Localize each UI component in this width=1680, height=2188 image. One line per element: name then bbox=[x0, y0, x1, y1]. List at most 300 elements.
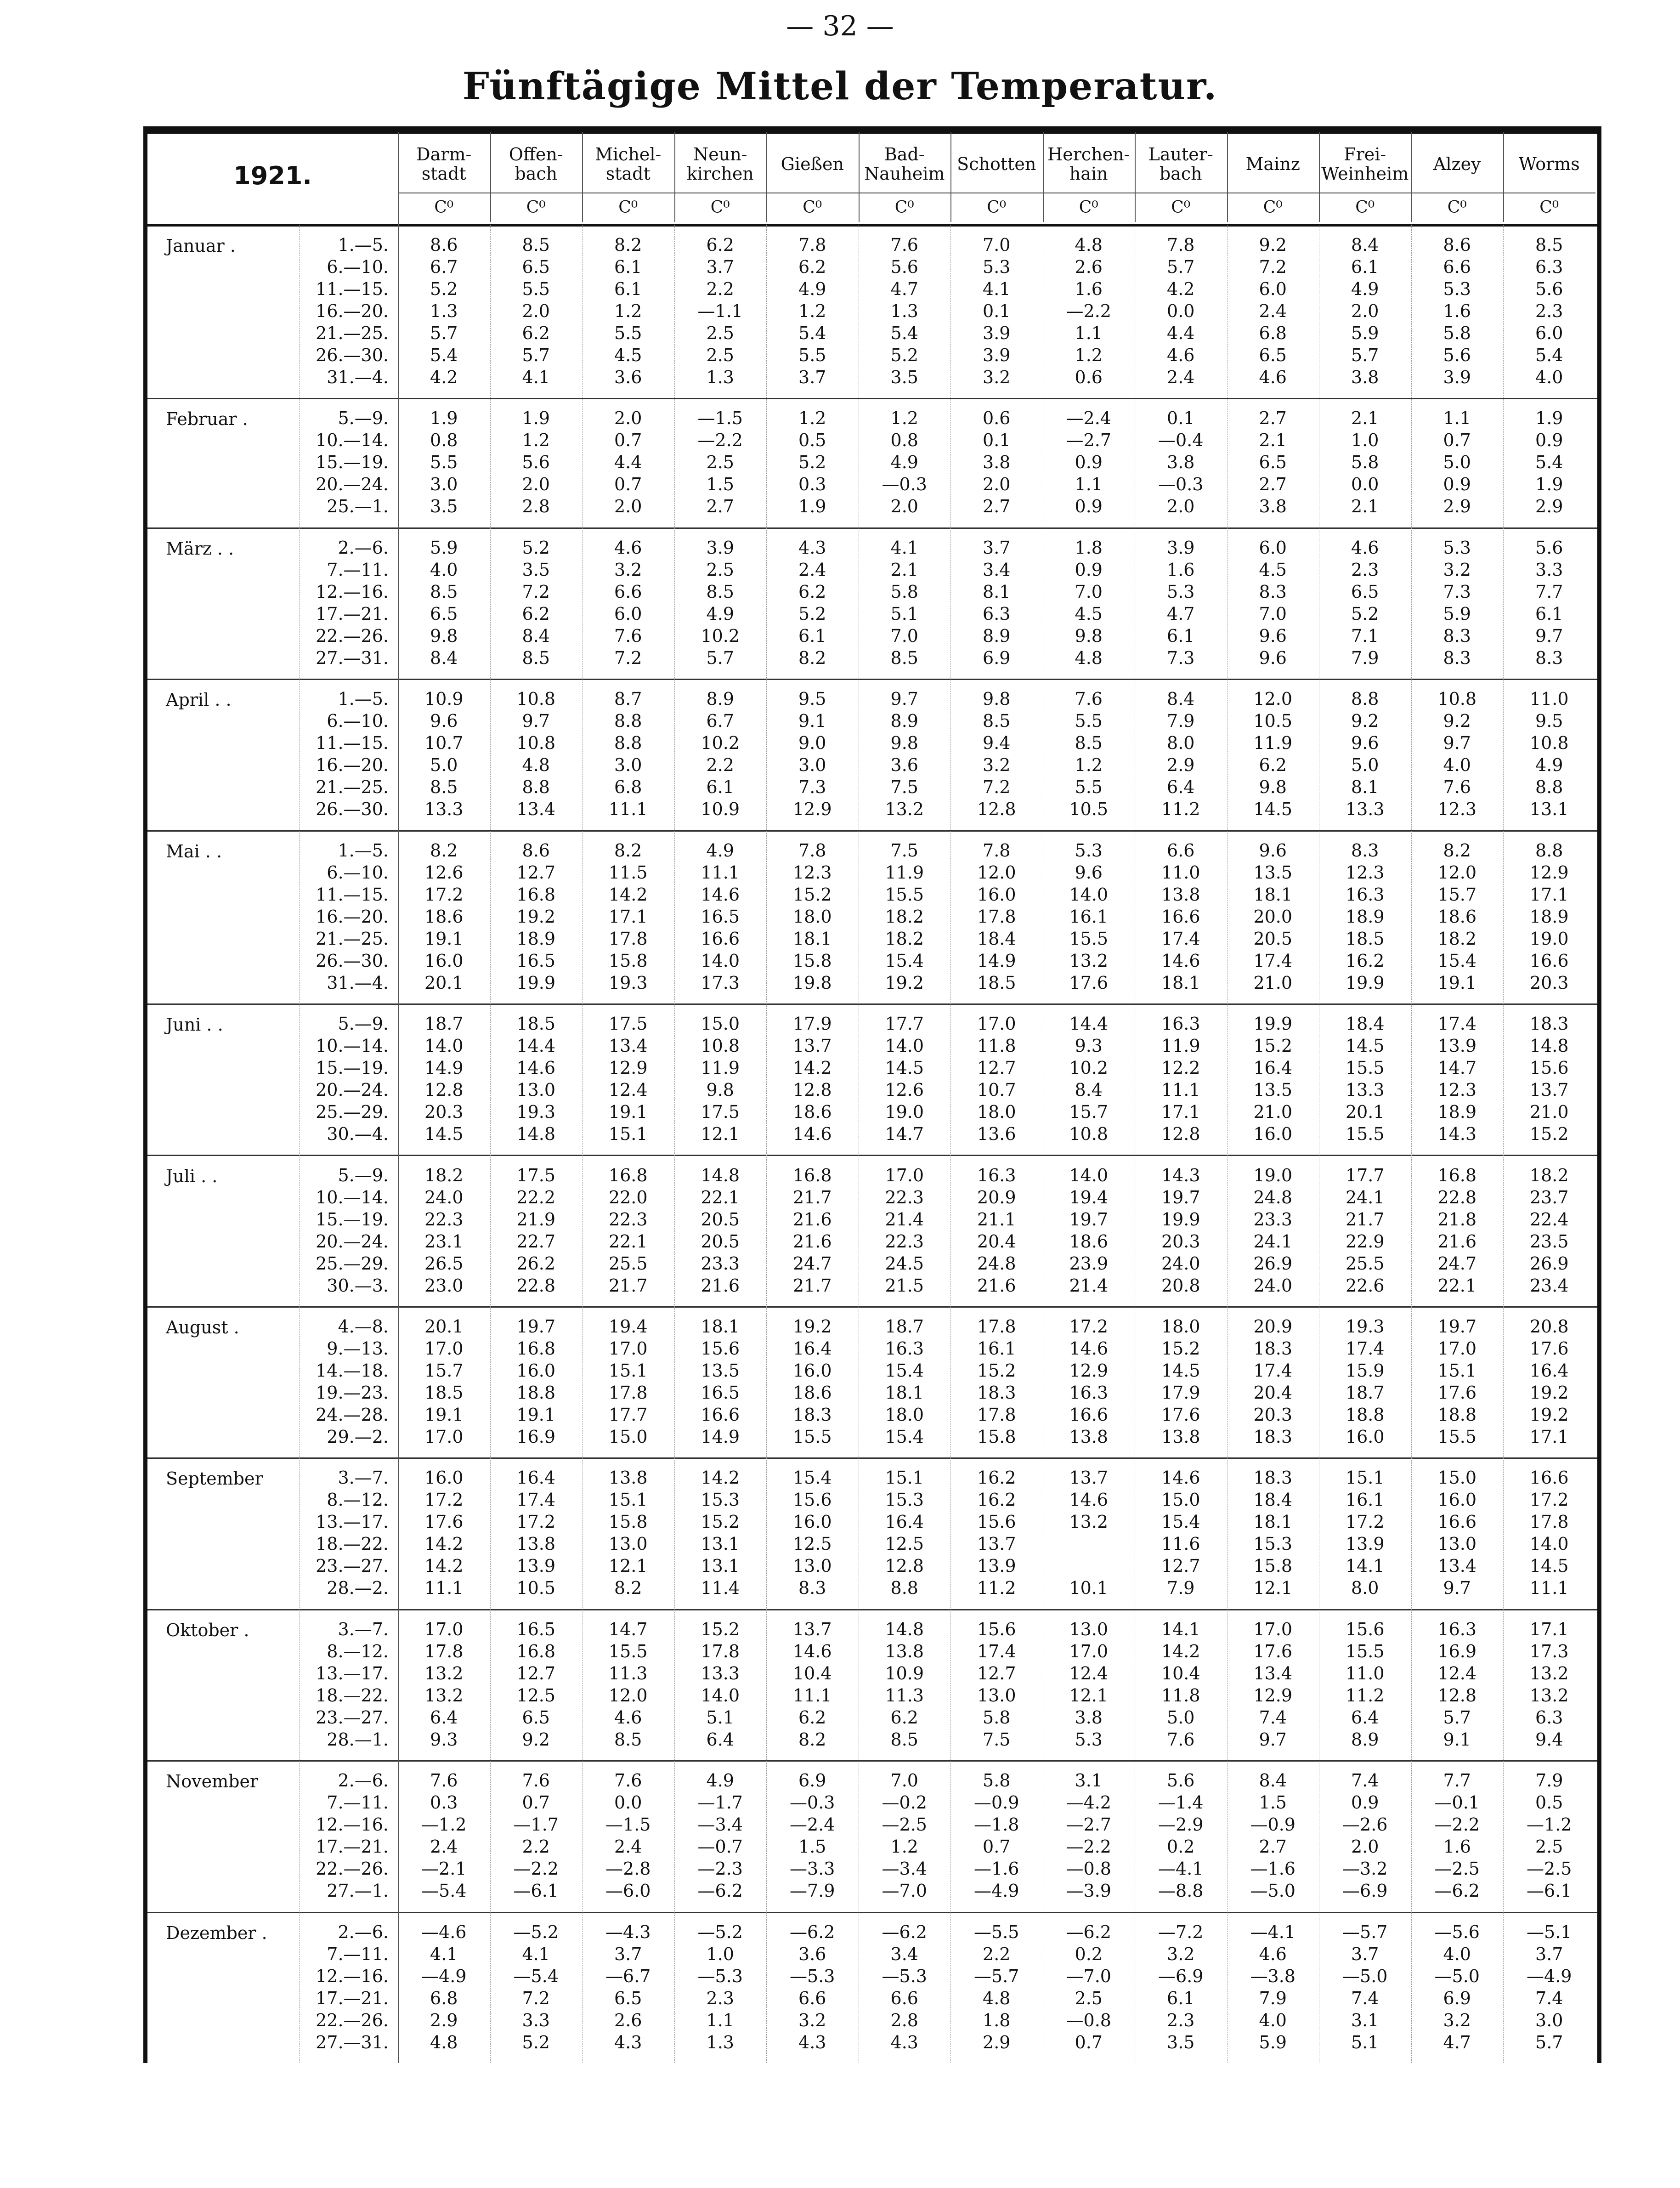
temperature-cell: 19.0 bbox=[1253, 1165, 1293, 1185]
temperature-cell: 4.6 bbox=[614, 537, 642, 558]
temperature-cell: 15.6 bbox=[1529, 1058, 1569, 1078]
temperature-cell: 18.6 bbox=[1437, 906, 1477, 927]
temperature-cell: 10.8 bbox=[516, 689, 556, 709]
month-block bbox=[147, 1306, 1597, 1459]
temperature-cell: 4.0 bbox=[1259, 2010, 1287, 2030]
temperature-cell: —2.2 bbox=[1434, 1814, 1480, 1835]
temperature-cell: 4.1 bbox=[522, 1944, 550, 1964]
table-row bbox=[147, 732, 1597, 754]
temperature-cell: 18.3 bbox=[1253, 1426, 1293, 1447]
temperature-cell: 16.5 bbox=[516, 950, 556, 971]
temperature-cell: 6.1 bbox=[706, 777, 734, 798]
temperature-cell: 6.3 bbox=[1535, 1707, 1563, 1728]
temperature-cell: 6.5 bbox=[1351, 581, 1379, 602]
temperature-cell: 16.3 bbox=[1161, 1014, 1200, 1034]
temperature-cell: 4.6 bbox=[1167, 345, 1195, 365]
temperature-cell: 5.2 bbox=[798, 603, 826, 624]
temperature-cell: 22.9 bbox=[1345, 1231, 1385, 1252]
temperature-cell: 19.7 bbox=[1437, 1316, 1477, 1337]
temperature-cell: 18.3 bbox=[792, 1404, 832, 1425]
temperature-cell: 17.4 bbox=[1437, 1014, 1477, 1034]
period-cell: 17.—21. bbox=[316, 1988, 389, 2008]
temperature-cell: 3.0 bbox=[798, 755, 826, 776]
temperature-cell: 1.6 bbox=[1167, 559, 1195, 580]
temperature-cell: 20.3 bbox=[1529, 972, 1569, 993]
temperature-cell: 11.2 bbox=[1161, 799, 1200, 820]
temperature-cell: 9.5 bbox=[1535, 711, 1563, 731]
table-row bbox=[147, 884, 1597, 906]
temperature-cell: 3.8 bbox=[1351, 367, 1379, 387]
temperature-cell: 18.5 bbox=[977, 972, 1016, 993]
temperature-cell: 3.8 bbox=[983, 452, 1011, 473]
temperature-cell: 5.5 bbox=[798, 345, 826, 365]
temperature-cell: 13.2 bbox=[1529, 1685, 1569, 1706]
temperature-cell: 11.3 bbox=[608, 1663, 648, 1684]
temperature-cell: 3.2 bbox=[1443, 2010, 1471, 2030]
temperature-cell: 13.8 bbox=[516, 1534, 556, 1554]
temperature-cell: 6.6 bbox=[1167, 840, 1195, 861]
temperature-cell: 11.0 bbox=[1529, 689, 1569, 709]
table-row bbox=[147, 1511, 1597, 1533]
temperature-cell: 8.2 bbox=[430, 840, 458, 861]
period-cell: 17.—21. bbox=[316, 603, 389, 624]
temperature-cell: 21.7 bbox=[792, 1187, 832, 1207]
temperature-cell: 3.9 bbox=[983, 323, 1011, 343]
period-cell: 29.—2. bbox=[327, 1426, 389, 1447]
table-row bbox=[147, 1101, 1597, 1123]
temperature-cell: 16.3 bbox=[885, 1338, 924, 1359]
temperature-cell: 12.8 bbox=[1161, 1124, 1200, 1145]
period-cell: 18.—22. bbox=[316, 1534, 389, 1554]
temperature-cell: 15.5 bbox=[885, 884, 924, 905]
temperature-cell: 4.6 bbox=[1259, 367, 1287, 387]
temperature-cell: 7.2 bbox=[522, 581, 550, 602]
temperature-cell: 5.7 bbox=[706, 647, 734, 668]
temperature-cell: 15.3 bbox=[1253, 1534, 1293, 1554]
temperature-cell: 6.6 bbox=[798, 1988, 826, 2008]
period-cell: 24.—28. bbox=[316, 1404, 389, 1425]
temperature-cell: 8.2 bbox=[798, 647, 826, 668]
temperature-cell: 19.9 bbox=[1161, 1209, 1200, 1230]
temperature-cell: 16.8 bbox=[792, 1165, 832, 1185]
temperature-cell: 2.2 bbox=[706, 755, 734, 776]
table-row bbox=[147, 537, 1597, 559]
temperature-cell: 6.9 bbox=[1443, 1988, 1471, 2008]
temperature-cell: 19.9 bbox=[1345, 972, 1385, 993]
temperature-cell: —5.3 bbox=[790, 1966, 835, 1986]
temperature-cell: 12.1 bbox=[1069, 1685, 1109, 1706]
station-header bbox=[766, 134, 859, 224]
year-label: 1921. bbox=[233, 161, 312, 190]
temperature-cell: —6.0 bbox=[605, 1881, 651, 1901]
period-cell: 16.—20. bbox=[316, 755, 389, 776]
month-name: Juni . . bbox=[166, 1015, 223, 1035]
temperature-cell: 6.0 bbox=[1535, 323, 1563, 343]
temperature-cell: 6.0 bbox=[614, 603, 642, 624]
temperature-cell: 3.5 bbox=[522, 559, 550, 580]
period-cell: 26.—30. bbox=[316, 345, 389, 365]
temperature-cell: —4.9 bbox=[421, 1966, 467, 1986]
unit-label: C⁰ bbox=[894, 198, 914, 217]
temperature-cell: 3.6 bbox=[798, 1944, 826, 1964]
temperature-cell: 22.1 bbox=[701, 1187, 740, 1207]
month-name: November bbox=[166, 1771, 259, 1792]
temperature-cell: 6.6 bbox=[614, 581, 642, 602]
temperature-cell: 15.8 bbox=[977, 1426, 1016, 1447]
temperature-cell: 15.5 bbox=[1069, 928, 1109, 949]
station-header bbox=[1503, 134, 1595, 224]
temperature-cell: 5.9 bbox=[430, 537, 458, 558]
temperature-cell: —0.2 bbox=[882, 1792, 927, 1813]
period-cell: 31.—4. bbox=[327, 367, 389, 387]
temperature-cell: 3.0 bbox=[430, 474, 458, 495]
temperature-cell: 2.0 bbox=[522, 474, 550, 495]
period-cell: 10.—14. bbox=[316, 1187, 389, 1207]
temperature-cell: 13.0 bbox=[1069, 1619, 1109, 1639]
month-name: März . . bbox=[166, 538, 234, 559]
temperature-cell: 13.0 bbox=[792, 1556, 832, 1576]
temperature-cell: 15.6 bbox=[977, 1512, 1016, 1532]
station-name: Frei- Weinheim bbox=[1321, 144, 1409, 184]
period-cell: 22.—26. bbox=[316, 625, 389, 646]
temperature-cell: 19.4 bbox=[608, 1316, 648, 1337]
temperature-cell: 8.3 bbox=[1259, 581, 1287, 602]
temperature-cell: 15.4 bbox=[885, 1426, 924, 1447]
temperature-cell: 14.2 bbox=[424, 1534, 464, 1554]
temperature-cell: 2.1 bbox=[1259, 430, 1287, 451]
temperature-cell: 5.0 bbox=[430, 755, 458, 776]
temperature-cell: 18.6 bbox=[424, 906, 464, 927]
temperature-cell: —2.7 bbox=[1066, 430, 1111, 451]
temperature-cell: 4.7 bbox=[1167, 603, 1195, 624]
temperature-table bbox=[143, 126, 1601, 2063]
period-cell: 2.—6. bbox=[338, 537, 389, 558]
temperature-cell: 21.6 bbox=[1437, 1231, 1477, 1252]
temperature-cell: 4.8 bbox=[430, 2032, 458, 2052]
temperature-cell: 18.8 bbox=[1345, 1404, 1385, 1425]
table-row bbox=[147, 344, 1597, 366]
temperature-cell: 5.5 bbox=[522, 279, 550, 299]
period-cell: 15.—19. bbox=[316, 1209, 389, 1230]
temperature-cell: 15.3 bbox=[885, 1490, 924, 1510]
temperature-cell: 9.8 bbox=[1259, 777, 1287, 798]
temperature-cell: 0.0 bbox=[614, 1792, 642, 1813]
temperature-cell: 2.0 bbox=[1351, 301, 1379, 321]
temperature-cell: 18.7 bbox=[1345, 1382, 1385, 1403]
temperature-cell: 5.7 bbox=[522, 345, 550, 365]
temperature-cell: 14.0 bbox=[424, 1036, 464, 1056]
temperature-cell: 5.9 bbox=[1259, 2032, 1287, 2052]
temperature-cell: 16.6 bbox=[1069, 1404, 1109, 1425]
temperature-cell: 10.4 bbox=[792, 1663, 832, 1684]
temperature-cell: 18.9 bbox=[1529, 906, 1569, 927]
temperature-cell: 2.2 bbox=[983, 1944, 1011, 1964]
temperature-cell: 6.4 bbox=[1167, 777, 1195, 798]
temperature-cell: 7.9 bbox=[1167, 711, 1195, 731]
temperature-cell: 15.2 bbox=[701, 1512, 740, 1532]
temperature-cell: 8.5 bbox=[614, 1729, 642, 1750]
temperature-cell: 6.2 bbox=[522, 603, 550, 624]
temperature-cell: 23.3 bbox=[701, 1253, 740, 1274]
column-divider bbox=[299, 225, 300, 2063]
period-cell: 8.—12. bbox=[327, 1490, 389, 1510]
temperature-cell: 15.1 bbox=[608, 1360, 648, 1381]
temperature-cell: 5.6 bbox=[1443, 345, 1471, 365]
temperature-cell: 5.3 bbox=[1075, 840, 1103, 861]
temperature-cell: 15.1 bbox=[608, 1490, 648, 1510]
temperature-cell: 13.2 bbox=[1529, 1663, 1569, 1684]
temperature-cell: 15.7 bbox=[1069, 1102, 1109, 1122]
temperature-cell: 1.2 bbox=[1075, 345, 1103, 365]
table-row bbox=[147, 559, 1597, 581]
temperature-cell: 4.1 bbox=[522, 367, 550, 387]
temperature-cell: 18.4 bbox=[977, 928, 1016, 949]
temperature-cell: 11.1 bbox=[701, 862, 740, 883]
temperature-cell: 5.6 bbox=[1535, 537, 1563, 558]
table-row bbox=[147, 581, 1597, 603]
table-row bbox=[147, 234, 1597, 256]
temperature-cell: 2.4 bbox=[1167, 367, 1195, 387]
temperature-cell: 8.2 bbox=[614, 235, 642, 255]
temperature-cell: 6.2 bbox=[890, 1707, 918, 1728]
temperature-cell: 11.1 bbox=[424, 1578, 464, 1598]
temperature-cell: 0.1 bbox=[983, 430, 1011, 451]
table-row bbox=[147, 906, 1597, 928]
temperature-cell: 14.9 bbox=[701, 1426, 740, 1447]
temperature-cell: 1.2 bbox=[890, 1837, 918, 1857]
temperature-cell: 17.0 bbox=[424, 1619, 464, 1639]
temperature-cell: 12.6 bbox=[424, 862, 464, 883]
temperature-cell: 3.5 bbox=[1167, 2032, 1195, 2052]
temperature-cell: 18.3 bbox=[1529, 1014, 1569, 1034]
temperature-cell: 11.8 bbox=[977, 1036, 1016, 1056]
temperature-cell: 21.1 bbox=[977, 1209, 1016, 1230]
period-cell: 20.—24. bbox=[316, 1080, 389, 1100]
table-row bbox=[147, 1164, 1597, 1186]
temperature-cell: 5.5 bbox=[614, 323, 642, 343]
temperature-cell: 24.7 bbox=[1437, 1253, 1477, 1274]
temperature-cell: 13.4 bbox=[516, 799, 556, 820]
temperature-cell: 9.5 bbox=[798, 689, 826, 709]
table-row bbox=[147, 1684, 1597, 1706]
temperature-cell: 1.5 bbox=[1259, 1792, 1287, 1813]
station-header bbox=[1227, 134, 1319, 224]
station-header bbox=[859, 134, 951, 224]
temperature-cell: 6.2 bbox=[1259, 755, 1287, 776]
temperature-cell: 20.3 bbox=[1253, 1404, 1293, 1425]
temperature-cell: 23.5 bbox=[1529, 1231, 1569, 1252]
column-divider bbox=[950, 225, 951, 2063]
temperature-cell: 7.8 bbox=[983, 840, 1011, 861]
temperature-cell: 4.2 bbox=[1167, 279, 1195, 299]
table-row bbox=[147, 776, 1597, 798]
temperature-cell: 13.4 bbox=[608, 1036, 648, 1056]
temperature-cell: 19.4 bbox=[1069, 1187, 1109, 1207]
table-row bbox=[147, 366, 1597, 388]
temperature-cell: 10.5 bbox=[1253, 711, 1293, 731]
temperature-cell: 3.5 bbox=[430, 496, 458, 517]
temperature-cell: 19.8 bbox=[792, 972, 832, 993]
table-row bbox=[147, 1057, 1597, 1079]
temperature-cell: 7.9 bbox=[1167, 1578, 1195, 1598]
column-divider bbox=[1503, 225, 1504, 2063]
temperature-cell: 3.7 bbox=[1351, 1944, 1379, 1964]
temperature-cell: 8.1 bbox=[1351, 777, 1379, 798]
temperature-cell: 8.8 bbox=[890, 1578, 918, 1598]
temperature-cell: 9.7 bbox=[890, 689, 918, 709]
temperature-cell: 20.5 bbox=[701, 1231, 740, 1252]
temperature-cell: 1.6 bbox=[1075, 279, 1103, 299]
table-row bbox=[147, 1079, 1597, 1101]
table-row bbox=[147, 1013, 1597, 1035]
temperature-cell: 25.5 bbox=[1345, 1253, 1385, 1274]
table-row bbox=[147, 1880, 1597, 1902]
temperature-cell: 18.9 bbox=[1437, 1102, 1477, 1122]
table-row bbox=[147, 1467, 1597, 1489]
temperature-cell: 13.3 bbox=[1345, 799, 1385, 820]
temperature-cell: 24.7 bbox=[792, 1253, 832, 1274]
temperature-cell: 5.7 bbox=[430, 323, 458, 343]
period-cell: 7.—11. bbox=[327, 559, 389, 580]
temperature-cell: 17.6 bbox=[1253, 1641, 1293, 1661]
temperature-cell: 11.6 bbox=[1161, 1534, 1200, 1554]
temperature-cell: 10.9 bbox=[701, 799, 740, 820]
station-header bbox=[674, 134, 767, 224]
temperature-cell: 17.4 bbox=[1345, 1338, 1385, 1359]
temperature-cell: 24.0 bbox=[1161, 1253, 1200, 1274]
temperature-cell: 8.3 bbox=[1443, 647, 1471, 668]
temperature-cell: —3.4 bbox=[697, 1814, 743, 1835]
period-cell: 26.—30. bbox=[316, 799, 389, 820]
temperature-cell: 18.7 bbox=[885, 1316, 924, 1337]
period-cell: 21.—25. bbox=[316, 323, 389, 343]
temperature-cell: 5.9 bbox=[1443, 603, 1471, 624]
temperature-cell: 15.8 bbox=[608, 950, 648, 971]
temperature-cell: 21.6 bbox=[701, 1275, 740, 1296]
period-cell: 2.—6. bbox=[338, 1922, 389, 1942]
temperature-cell: 18.4 bbox=[1253, 1490, 1293, 1510]
month-block bbox=[147, 398, 1597, 528]
temperature-cell: 13.5 bbox=[1253, 1080, 1293, 1100]
temperature-cell: 14.1 bbox=[1161, 1619, 1200, 1639]
temperature-cell: 17.4 bbox=[1161, 928, 1200, 949]
temperature-cell: 19.1 bbox=[516, 1404, 556, 1425]
temperature-cell: 16.8 bbox=[608, 1165, 648, 1185]
temperature-cell: 0.9 bbox=[1443, 474, 1471, 495]
temperature-cell: 5.3 bbox=[1443, 537, 1471, 558]
temperature-cell: 14.6 bbox=[701, 884, 740, 905]
temperature-cell: 5.4 bbox=[890, 323, 918, 343]
temperature-cell: 5.6 bbox=[1535, 279, 1563, 299]
temperature-cell: 3.0 bbox=[614, 755, 642, 776]
temperature-cell: —5.2 bbox=[697, 1922, 743, 1942]
column-divider bbox=[490, 132, 491, 222]
temperature-cell: 5.2 bbox=[522, 537, 550, 558]
table-body bbox=[147, 225, 1597, 2063]
temperature-cell: 15.6 bbox=[701, 1338, 740, 1359]
temperature-cell: 2.5 bbox=[706, 452, 734, 473]
temperature-cell: 7.2 bbox=[1259, 257, 1287, 277]
temperature-cell: 14.6 bbox=[516, 1058, 556, 1078]
temperature-cell: 7.2 bbox=[983, 777, 1011, 798]
temperature-cell: 10.2 bbox=[701, 625, 740, 646]
temperature-cell: 21.6 bbox=[977, 1275, 1016, 1296]
temperature-cell: 8.2 bbox=[798, 1729, 826, 1750]
temperature-cell: 7.7 bbox=[1443, 1770, 1471, 1791]
temperature-cell: 1.1 bbox=[1075, 323, 1103, 343]
temperature-cell: 16.3 bbox=[977, 1165, 1016, 1185]
temperature-cell: 6.1 bbox=[1167, 625, 1195, 646]
station-name: Gießen bbox=[781, 154, 844, 174]
table-row bbox=[147, 1836, 1597, 1858]
temperature-cell: 5.3 bbox=[1075, 1729, 1103, 1750]
month-name: Januar . bbox=[166, 236, 236, 256]
temperature-cell: 7.6 bbox=[614, 625, 642, 646]
temperature-cell: 14.2 bbox=[701, 1468, 740, 1488]
temperature-cell: 15.0 bbox=[1161, 1490, 1200, 1510]
temperature-cell: 9.8 bbox=[1075, 625, 1103, 646]
temperature-cell: 8.9 bbox=[1351, 1729, 1379, 1750]
temperature-cell: 16.3 bbox=[1437, 1619, 1477, 1639]
temperature-cell: 14.4 bbox=[516, 1036, 556, 1056]
temperature-cell: 1.1 bbox=[1075, 474, 1103, 495]
period-cell: 16.—20. bbox=[316, 906, 389, 927]
temperature-cell: 6.8 bbox=[614, 777, 642, 798]
month-name: Februar . bbox=[166, 409, 248, 430]
temperature-cell: —6.2 bbox=[697, 1881, 743, 1901]
temperature-cell: —2.5 bbox=[1434, 1859, 1480, 1879]
temperature-cell: 15.4 bbox=[1437, 950, 1477, 971]
temperature-cell: —5.6 bbox=[1434, 1922, 1480, 1942]
temperature-cell: —2.7 bbox=[1066, 1814, 1111, 1835]
temperature-cell: 1.3 bbox=[706, 367, 734, 387]
temperature-cell: 14.7 bbox=[608, 1619, 648, 1639]
temperature-cell: 8.8 bbox=[614, 733, 642, 754]
temperature-cell: 17.2 bbox=[424, 1490, 464, 1510]
period-cell: 3.—7. bbox=[338, 1468, 389, 1488]
temperature-cell: 2.0 bbox=[983, 474, 1011, 495]
temperature-cell: 7.4 bbox=[1351, 1988, 1379, 2008]
temperature-cell: 26.9 bbox=[1529, 1253, 1569, 1274]
temperature-cell: 2.4 bbox=[1259, 301, 1287, 321]
temperature-cell: 8.7 bbox=[614, 689, 642, 709]
temperature-cell: 13.3 bbox=[424, 799, 464, 820]
temperature-cell: 13.3 bbox=[1345, 1080, 1385, 1100]
temperature-cell: 1.9 bbox=[798, 496, 826, 517]
period-cell: 11.—15. bbox=[316, 733, 389, 754]
temperature-cell: 6.2 bbox=[798, 581, 826, 602]
temperature-cell: 9.6 bbox=[430, 711, 458, 731]
temperature-cell: 1.1 bbox=[706, 2010, 734, 2030]
station-name: Herchen- hain bbox=[1047, 144, 1130, 184]
table-row bbox=[147, 972, 1597, 994]
period-cell: 6.—10. bbox=[327, 711, 389, 731]
temperature-cell: 5.9 bbox=[1351, 323, 1379, 343]
temperature-cell: 13.1 bbox=[701, 1556, 740, 1576]
temperature-cell: 21.6 bbox=[792, 1231, 832, 1252]
temperature-cell: 17.4 bbox=[1253, 1360, 1293, 1381]
temperature-cell: 16.8 bbox=[516, 1338, 556, 1359]
temperature-cell: 19.2 bbox=[1529, 1382, 1569, 1403]
table-row bbox=[147, 1426, 1597, 1448]
temperature-cell: 9.6 bbox=[1259, 647, 1287, 668]
temperature-cell: 5.4 bbox=[798, 323, 826, 343]
temperature-cell: —5.4 bbox=[513, 1966, 559, 1986]
temperature-cell: 7.4 bbox=[1535, 1988, 1563, 2008]
temperature-cell: 10.1 bbox=[1069, 1578, 1109, 1598]
temperature-cell: 24.0 bbox=[1253, 1275, 1293, 1296]
temperature-cell: 9.7 bbox=[1443, 1578, 1471, 1598]
